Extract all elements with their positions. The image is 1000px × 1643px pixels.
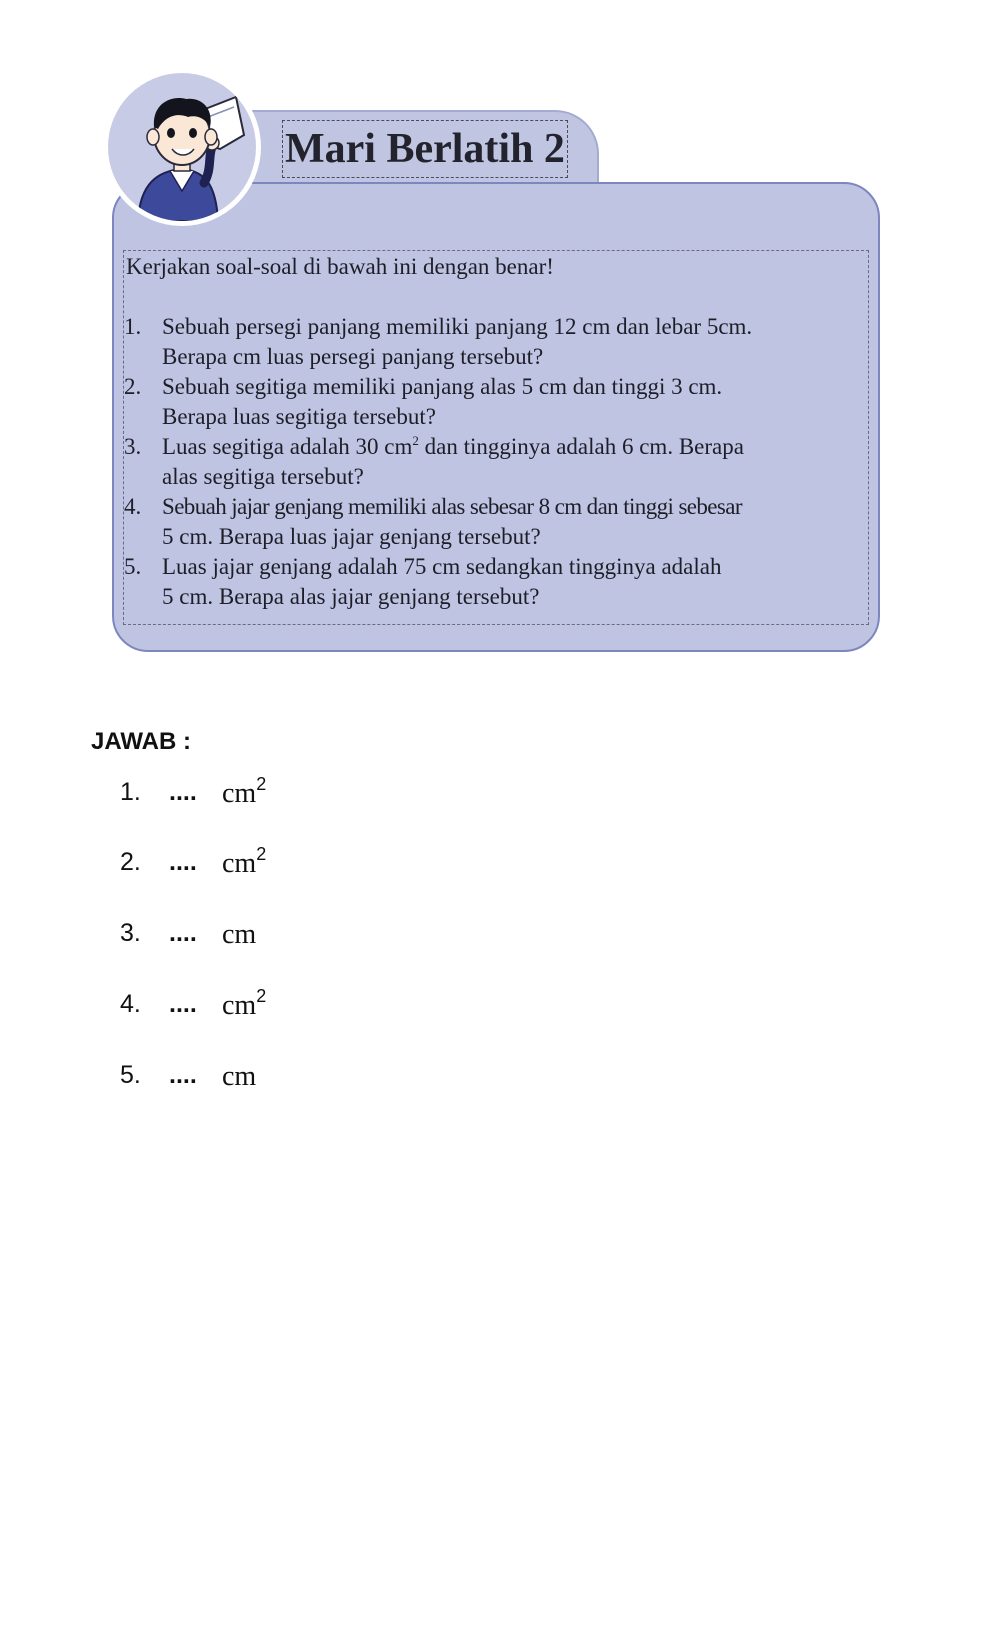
answer-unit [222, 844, 267, 880]
unit-exponent: 2 [256, 774, 267, 794]
question-text: 5 cm. Berapa luas jajar genjang tersebut? [162, 524, 541, 549]
question-number: 3. [124, 434, 142, 459]
question-text-part: Luas segitiga adalah 30 cm [162, 434, 413, 459]
question-box [123, 250, 869, 625]
instruction-text: Kerjakan soal-soal di bawah ini dengan benar! [126, 254, 554, 279]
boy-holding-paper-icon [108, 73, 256, 221]
answer-blank[interactable]: .... [169, 778, 197, 806]
question-text [162, 431, 744, 462]
answer-number: 3. [120, 919, 141, 947]
answer-number: 2. [120, 848, 141, 876]
unit-text: cm [222, 848, 257, 879]
answer-blank[interactable]: .... [169, 848, 197, 876]
answer-blank[interactable]: .... [169, 990, 197, 1018]
unit-text: cm [222, 990, 257, 1021]
answer-blank[interactable]: .... [169, 1061, 197, 1089]
answer-blank[interactable]: .... [169, 919, 197, 947]
question-number: 2. [124, 374, 142, 399]
question-text: Berapa luas segitiga tersebut? [162, 404, 436, 429]
unit-text: cm [222, 778, 257, 809]
question-text: Sebuah jajar genjang memiliki alas sebesar 8 cm dan tinggi sebesar [162, 494, 742, 519]
question-text: Luas jajar genjang adalah 75 cm sedangkan tingginya adalah [162, 554, 722, 579]
question-text: Berapa cm luas persegi panjang tersebut? [162, 344, 544, 369]
unit-exponent: 2 [256, 986, 267, 1006]
question-number: 5. [124, 554, 142, 579]
unit-text: cm [222, 1061, 257, 1092]
unit-text: cm [222, 919, 257, 950]
superscript: 2 [412, 433, 419, 448]
question-number: 4. [124, 494, 142, 519]
answer-number: 4. [120, 990, 141, 1018]
answer-unit [222, 919, 256, 951]
question-number: 1. [124, 314, 142, 339]
answer-number: 1. [120, 778, 141, 806]
question-text: Sebuah persegi panjang memiliki panjang 12 cm dan lebar 5cm. [162, 314, 753, 339]
answer-number: 5. [120, 1061, 141, 1089]
answer-unit [222, 774, 267, 810]
page-title: Mari Berlatih 2 [282, 120, 568, 178]
student-illustration [108, 73, 256, 221]
answer-unit [222, 986, 267, 1022]
answer-heading: JAWAB : [91, 728, 192, 755]
question-text: 5 cm. Berapa alas jajar genjang tersebut? [162, 584, 540, 609]
question-text: Sebuah segitiga memiliki panjang alas 5 cm dan tinggi 3 cm. [162, 374, 723, 399]
question-text: alas segitiga tersebut? [162, 464, 364, 489]
unit-exponent: 2 [256, 844, 267, 864]
answer-unit [222, 1061, 256, 1093]
question-text-part: dan tingginya adalah 6 cm. Berapa [424, 434, 744, 459]
